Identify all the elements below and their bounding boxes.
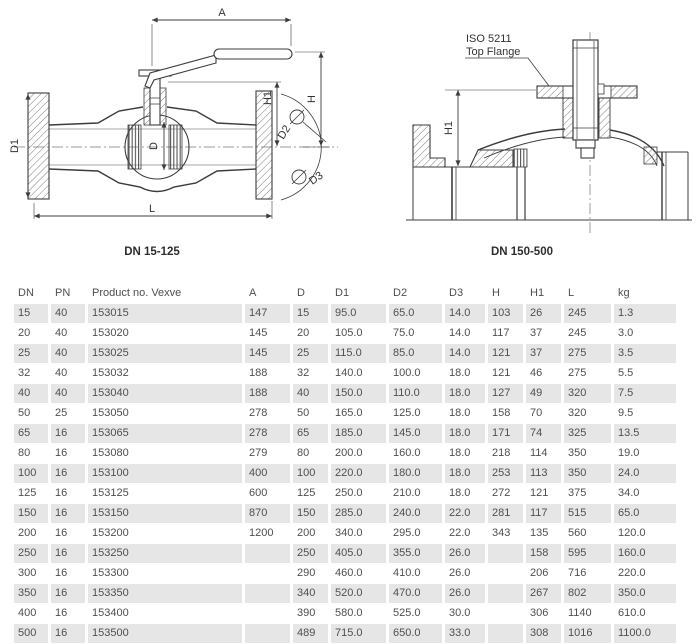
table-cell: 32 <box>297 367 310 379</box>
table-cell: 14.0 <box>449 327 471 339</box>
table-cell: 153300 <box>92 567 129 579</box>
table-row <box>14 624 676 643</box>
dim-label-d: D <box>148 142 160 150</box>
table-cell <box>488 564 523 583</box>
table-cell: 50 <box>18 407 31 419</box>
table-cell: 18.0 <box>449 487 471 499</box>
table-cell: 188 <box>249 367 268 379</box>
table-cell: 340.0 <box>335 527 363 539</box>
table-cell: 220.0 <box>618 567 646 579</box>
table-cell <box>488 584 523 603</box>
table-cell: 20 <box>18 327 31 339</box>
table-cell: 85.0 <box>389 344 442 363</box>
table-cell: 489 <box>293 624 328 643</box>
table-cell <box>245 584 290 603</box>
table-cell: 16 <box>51 584 85 603</box>
table-cell <box>488 624 523 643</box>
table-cell: 100 <box>14 464 48 483</box>
table-cell: 220.0 <box>331 464 386 483</box>
table-cell: 125 <box>18 487 37 499</box>
table-cell: 1100.0 <box>614 624 676 643</box>
table-cell: 127 <box>488 384 523 403</box>
table-cell: 50 <box>297 407 310 419</box>
table-cell: 250 <box>14 544 48 563</box>
table-cell: 253 <box>488 464 523 483</box>
table-cell: 400 <box>18 607 37 619</box>
table-cell: 121 <box>488 344 523 363</box>
table-cell: 285.0 <box>331 504 386 523</box>
annotation <box>443 33 553 258</box>
column-header: D2 <box>393 287 408 299</box>
table-cell: 26.0 <box>445 544 485 563</box>
table-cell: 153150 <box>88 504 242 523</box>
table-cell: 121 <box>530 487 549 499</box>
table-cell: 18.0 <box>445 384 485 403</box>
column-header: DN <box>18 287 34 299</box>
table-cell: 40 <box>51 304 85 323</box>
iso-annotation-line1: ISO 5211 <box>466 33 512 45</box>
table-cell: 870 <box>245 504 290 523</box>
table-cell <box>245 604 290 623</box>
dim-label-a: A <box>218 7 226 19</box>
table-cell: 200 <box>297 527 316 539</box>
column-header: H1 <box>530 287 545 299</box>
table-cell: 22.0 <box>445 504 485 523</box>
table-cell: 350 <box>564 464 611 483</box>
table-cell: 1140 <box>568 607 592 619</box>
table-cell: 16 <box>55 607 68 619</box>
table-row <box>14 544 676 563</box>
table-cell: 250.0 <box>335 487 363 499</box>
table-cell: 153200 <box>92 527 129 539</box>
table-cell: 15 <box>293 304 328 323</box>
table-cell: 165.0 <box>335 407 363 419</box>
dim-label-h: H <box>306 95 318 103</box>
table-cell: 22.0 <box>449 527 471 539</box>
table-cell: 308 <box>526 624 561 643</box>
table-cell: 153350 <box>88 584 242 603</box>
table-cell: 37 <box>530 327 543 339</box>
table-cell: 300 <box>18 567 37 579</box>
table-row <box>14 604 676 623</box>
table-cell: 3.0 <box>618 327 634 339</box>
table-cell: 34.0 <box>618 487 640 499</box>
table-cell: 70 <box>530 407 543 419</box>
table-cell: 390 <box>297 607 316 619</box>
table-cell: 160.0 <box>614 544 676 563</box>
table-cell: 26.0 <box>449 567 471 579</box>
table-cell: 802 <box>564 584 611 603</box>
table-cell: 145 <box>245 344 290 363</box>
table-cell: 185.0 <box>331 424 386 443</box>
table-cell: 160.0 <box>393 447 421 459</box>
table-cell: 350 <box>14 584 48 603</box>
iso-annotation-line2: Top Flange <box>466 46 521 58</box>
dimension-labels <box>9 7 325 258</box>
table-cell: 325 <box>564 424 611 443</box>
table-cell: 716 <box>568 567 587 579</box>
table-cell: 18.0 <box>445 424 485 443</box>
table-cell: 18.0 <box>445 464 485 483</box>
table-row <box>14 524 676 543</box>
table-cell: 650.0 <box>389 624 442 643</box>
table-cell: 158 <box>492 407 511 419</box>
table-cell: 32 <box>18 367 31 379</box>
table-cell: 600 <box>249 487 268 499</box>
column-header: D <box>297 287 305 299</box>
column-header: D1 <box>335 287 350 299</box>
table-cell: 200 <box>18 527 37 539</box>
table-cell: 715.0 <box>331 624 386 643</box>
table-row <box>14 584 676 603</box>
table-cell: 40 <box>14 384 48 403</box>
table-cell: 14.0 <box>445 304 485 323</box>
table-cell <box>488 544 523 563</box>
table-row <box>14 464 676 483</box>
table-cell: 279 <box>249 447 268 459</box>
table-cell: 37 <box>526 344 561 363</box>
table-row <box>14 424 676 443</box>
table-cell: 153400 <box>92 607 129 619</box>
table-cell: 153020 <box>92 327 129 339</box>
table-cell: 306 <box>530 607 549 619</box>
table-cell: 100 <box>293 464 328 483</box>
table-cell: 515 <box>564 504 611 523</box>
table-cell: 610.0 <box>618 607 646 619</box>
table-cell: 9.5 <box>618 407 634 419</box>
table-cell: 33.0 <box>445 624 485 643</box>
table-cell: 400 <box>245 464 290 483</box>
table-cell: 188 <box>245 384 290 403</box>
table-cell: 210.0 <box>393 487 421 499</box>
table-cell: 13.5 <box>614 424 676 443</box>
table-cell: 46 <box>530 367 543 379</box>
table-cell <box>245 564 290 583</box>
table-cell: 278 <box>249 407 268 419</box>
table-cell: 30.0 <box>449 607 471 619</box>
table-cell: 65 <box>293 424 328 443</box>
table-cell: 135 <box>530 527 549 539</box>
table-row <box>14 484 676 503</box>
table-cell: 19.0 <box>618 447 640 459</box>
table-cell: 147 <box>245 304 290 323</box>
table-cell: 240.0 <box>389 504 442 523</box>
table-cell: 16 <box>55 567 68 579</box>
table-cell: 405.0 <box>331 544 386 563</box>
table-cell: 121 <box>492 367 511 379</box>
table-cell <box>488 604 523 623</box>
table-cell: 75.0 <box>393 327 415 339</box>
table-cell: 103 <box>488 304 523 323</box>
table-cell: 200.0 <box>335 447 363 459</box>
dimension-table-container <box>11 283 679 644</box>
table-row <box>14 344 676 363</box>
table-cell: 275 <box>568 367 587 379</box>
column-header: A <box>249 287 257 299</box>
table-cell: 153040 <box>88 384 242 403</box>
table-cell: 320 <box>568 407 587 419</box>
table-cell: 153032 <box>92 367 129 379</box>
table-cell: 278 <box>245 424 290 443</box>
table-cell: 350 <box>568 447 587 459</box>
dim-label-d3: D3 <box>307 169 326 188</box>
table-head <box>14 284 676 303</box>
table-cell: 16 <box>55 487 68 499</box>
table-cell: 1.3 <box>614 304 676 323</box>
valve-drawing-large <box>398 0 700 266</box>
table-cell: 65.0 <box>614 504 676 523</box>
table-cell: 26 <box>526 304 561 323</box>
table-cell: 375 <box>568 487 587 499</box>
table-cell: 158 <box>526 544 561 563</box>
table-cell: 125 <box>297 487 316 499</box>
table-cell: 40 <box>55 327 68 339</box>
table-row <box>14 444 676 463</box>
table-cell: 245 <box>564 304 611 323</box>
table-cell: 343 <box>492 527 511 539</box>
table-cell: 290 <box>297 567 316 579</box>
table-row <box>14 384 676 403</box>
table-cell: 100.0 <box>393 367 421 379</box>
table-cell: 470.0 <box>389 584 442 603</box>
table-cell: 16 <box>55 447 68 459</box>
table-cell: 125.0 <box>393 407 421 419</box>
table-cell: 120.0 <box>618 527 646 539</box>
dimension-table <box>11 283 679 644</box>
table-row <box>14 324 676 343</box>
table-cell: 153050 <box>92 407 129 419</box>
table-cell: 153015 <box>88 304 242 323</box>
table-cell: 5.5 <box>618 367 634 379</box>
table-cell: 18.0 <box>449 447 471 459</box>
table-row <box>14 564 676 583</box>
table-cell: 95.0 <box>331 304 386 323</box>
table-cell: 525.0 <box>393 607 421 619</box>
table-cell: 25 <box>293 344 328 363</box>
table-cell: 65.0 <box>389 304 442 323</box>
table-cell: 520.0 <box>331 584 386 603</box>
table-cell: 117 <box>492 327 510 339</box>
table-cell: 16 <box>55 527 68 539</box>
table-cell: 16 <box>51 424 85 443</box>
table-cell: 25 <box>55 407 68 419</box>
dim-label-d2: D2 <box>275 123 294 142</box>
table-cell: 117 <box>526 504 561 523</box>
table-cell: 16 <box>51 624 85 643</box>
table-cell: 153125 <box>92 487 129 499</box>
table-cell: 16 <box>51 544 85 563</box>
valve-body-small <box>14 49 338 199</box>
table-cell: 275 <box>564 344 611 363</box>
table-cell: 105.0 <box>335 327 363 339</box>
table-body <box>14 304 676 643</box>
table-cell: 153025 <box>88 344 242 363</box>
table-cell: 580.0 <box>335 607 363 619</box>
table-cell: 110.0 <box>389 384 442 403</box>
drawing-caption-small: DN 15-125 <box>124 246 180 258</box>
table-cell: 18.0 <box>449 407 471 419</box>
table-cell: 560 <box>568 527 587 539</box>
table-cell: 595 <box>564 544 611 563</box>
valve-drawing-small <box>0 0 360 266</box>
table-cell: 350.0 <box>614 584 676 603</box>
dim-label-d1: D1 <box>9 138 21 154</box>
table-cell: 115.0 <box>331 344 386 363</box>
table-cell: 460.0 <box>335 567 363 579</box>
table-row <box>14 364 676 383</box>
column-header: D3 <box>449 287 464 299</box>
table-cell: 500 <box>14 624 48 643</box>
table-cell: 150.0 <box>331 384 386 403</box>
dim-label-l: L <box>148 203 156 215</box>
table-cell: 171 <box>488 424 523 443</box>
table-cell: 24.0 <box>614 464 676 483</box>
table-cell: 153080 <box>92 447 129 459</box>
table-row <box>14 304 676 323</box>
column-header: H <box>492 287 500 299</box>
table-cell: 153100 <box>88 464 242 483</box>
table-cell: 245 <box>568 327 587 339</box>
table-cell: 267 <box>526 584 561 603</box>
table-cell: 410.0 <box>393 567 421 579</box>
table-header-row <box>14 284 676 303</box>
table-cell: 40 <box>51 384 85 403</box>
table-cell: 295.0 <box>393 527 421 539</box>
table-cell: 1016 <box>564 624 611 643</box>
table-cell: 218 <box>492 447 511 459</box>
column-header: Product no. Vexve <box>92 287 182 299</box>
table-cell <box>245 544 290 563</box>
table-cell: 26.0 <box>445 584 485 603</box>
table-cell: 180.0 <box>389 464 442 483</box>
table-cell: 40 <box>51 344 85 363</box>
table-cell: 15 <box>14 304 48 323</box>
table-cell: 16 <box>51 504 85 523</box>
table-cell: 1200 <box>249 527 274 539</box>
table-cell: 40 <box>55 367 68 379</box>
table-cell: 250 <box>293 544 328 563</box>
table-cell: 74 <box>526 424 561 443</box>
column-header: PN <box>55 287 71 299</box>
table-cell: 113 <box>526 464 561 483</box>
column-header: L <box>568 287 575 299</box>
table-row <box>14 404 676 423</box>
table-cell: 25 <box>14 344 48 363</box>
table-cell: 3.5 <box>614 344 676 363</box>
table-cell: 281 <box>488 504 523 523</box>
table-cell: 40 <box>293 384 328 403</box>
table-cell <box>245 624 290 643</box>
table-cell: 206 <box>530 567 549 579</box>
table-cell: 14.0 <box>445 344 485 363</box>
column-header: kg <box>618 287 630 299</box>
dim-label-h1: H1 <box>443 120 455 136</box>
table-cell: 150 <box>293 504 328 523</box>
table-cell: 150 <box>14 504 48 523</box>
table-cell: 49 <box>526 384 561 403</box>
table-cell: 7.5 <box>614 384 676 403</box>
table-cell: 16 <box>51 464 85 483</box>
table-cell: 20 <box>297 327 310 339</box>
table-cell: 153065 <box>88 424 242 443</box>
table-cell: 18.0 <box>449 367 471 379</box>
table-cell: 320 <box>564 384 611 403</box>
table-cell: 114 <box>530 447 548 459</box>
table-cell: 145 <box>249 327 268 339</box>
drawing-caption-large: DN 150-500 <box>490 246 554 258</box>
table-cell: 80 <box>297 447 310 459</box>
table-cell: 140.0 <box>335 367 363 379</box>
table-cell: 272 <box>492 487 511 499</box>
table-cell: 80 <box>18 447 31 459</box>
table-cell: 340 <box>293 584 328 603</box>
table-cell: 65 <box>14 424 48 443</box>
dim-label-h1: H1 <box>262 90 274 106</box>
table-cell: 153250 <box>88 544 242 563</box>
table-cell: 153500 <box>88 624 242 643</box>
table-cell: 145.0 <box>389 424 442 443</box>
table-row <box>14 504 676 523</box>
table-cell: 355.0 <box>389 544 442 563</box>
